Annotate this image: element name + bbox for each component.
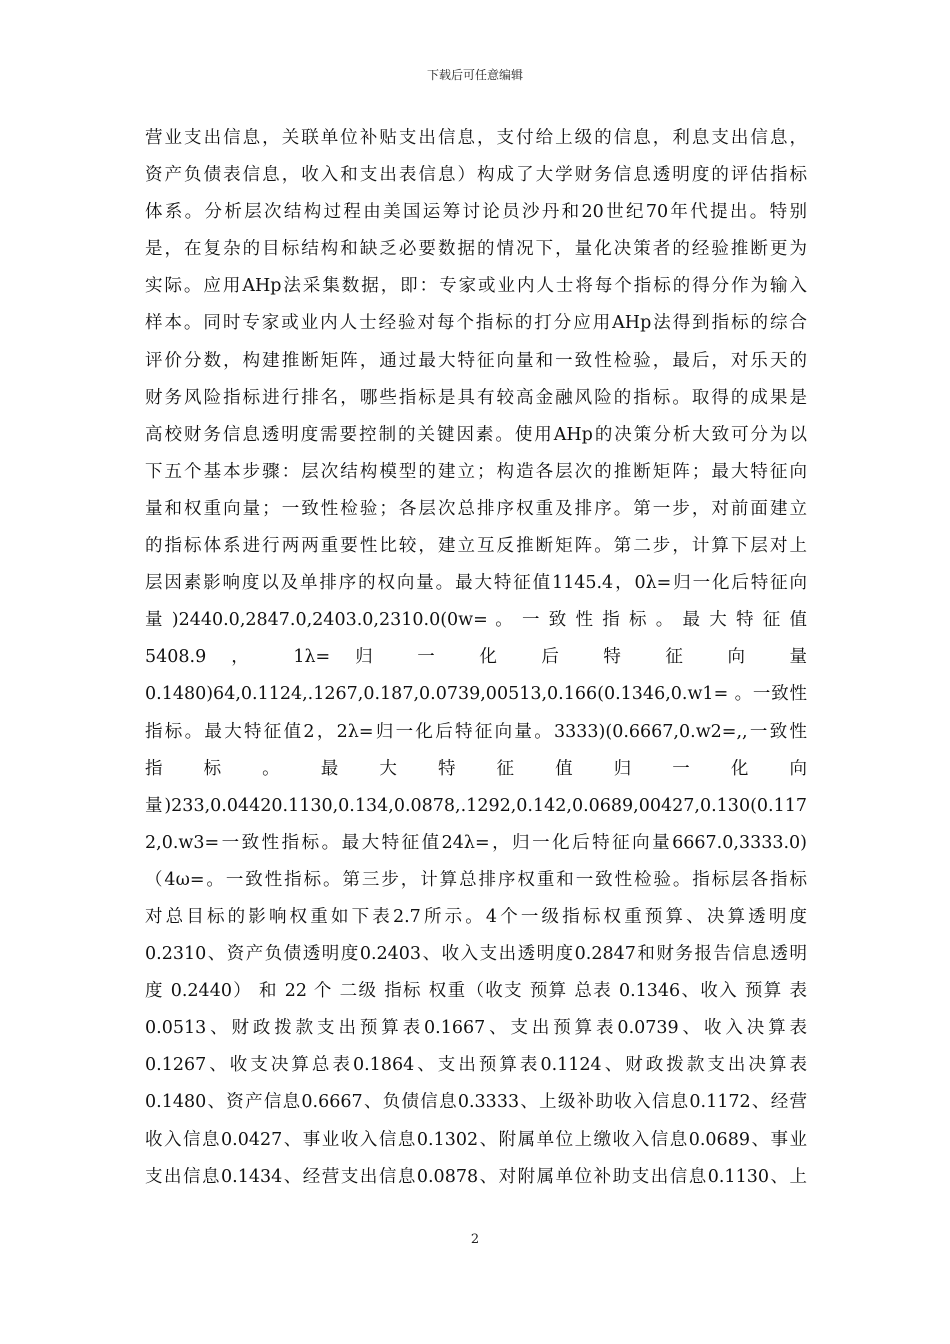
text-line: 评价分数，构建推断矩阵，通过最大特征向量和一致性检验，最后，对乐天的 bbox=[145, 350, 807, 371]
text-line: 体系。分析层次结构过程由美国运筹讨论员沙丹和20世纪70年代提出。特别 bbox=[145, 202, 807, 223]
text-line: 实际。应用AHp法采集数据，即：专家或业内人士将每个指标的得分作为输入 bbox=[145, 276, 807, 297]
page-number: 2 bbox=[470, 1232, 480, 1247]
text-line: 收入信息0.0427、事业收入信息0.1302、附属单位上缴收入信息0.0689、事业 bbox=[145, 1129, 807, 1150]
page-header: 下载后可任意编辑 bbox=[426, 68, 523, 82]
text-line: 0.0513、财政拨款支出预算表0.1667、支出预算表0.0739、收入决算表 bbox=[145, 1018, 807, 1039]
text-line: （4ω=。一致性指标。第三步，计算总排序权重和一致性检验。指标层各指标 bbox=[145, 869, 807, 890]
text-line: 2,0.w3=一致性指标。最大特征值24λ=，归一化后特征向量6667.0,3333.0) bbox=[145, 832, 807, 853]
text-line: 高校财务信息透明度需要控制的关键因素。使用AHp的决策分析大致可分为以 bbox=[145, 424, 807, 445]
text-line: 指 标 。 最 大 特 征 值 归 一 化 向 bbox=[145, 758, 807, 779]
text-line: 0.1480)64,0.1124,.1267,0.187,0.0739,00513,0.166(0.1346,0.w1= 。一致性 bbox=[145, 684, 807, 705]
text-line: 5408.9 ， 1λ= 归 一 化 后 特 征 向 量 bbox=[145, 647, 807, 668]
text-line: 指标。最大特征值2，2λ=归一化后特征向量。3333)(0.6667,0.w2=,,一致性 bbox=[145, 721, 807, 742]
text-line: 量)233,0.04420.1130,0.134,0.0878,.1292,0.142,0.0689,00427,0.130(0.117 bbox=[145, 795, 807, 816]
text-line: 量 )2440.0,2847.0,2403.0,2310.0(0w= 。 一 致 性 指 标 。 最 大 特 征 值 bbox=[145, 610, 807, 631]
text-line: 的指标体系进行两两重要性比较，建立互反推断矩阵。第二步，计算下层对上 bbox=[145, 536, 807, 557]
text-line: 支出信息0.1434、经营支出信息0.0878、对附属单位补助支出信息0.1130、上 bbox=[145, 1166, 807, 1187]
text-line: 营业支出信息，关联单位补贴支出信息，支付给上级的信息，利息支出信息， bbox=[145, 128, 807, 148]
text-line: 是，在复杂的目标结构和缺乏必要数据的情况下，量化决策者的经验推断更为 bbox=[145, 239, 807, 260]
text-line: 样本。同时专家或业内人士经验对每个指标的打分应用AHp法得到指标的综合 bbox=[145, 313, 807, 334]
text-line: 资产负债表信息，收入和支出表信息）构成了大学财务信息透明度的评估指标 bbox=[145, 165, 807, 186]
text-line: 0.2310、资产负债透明度0.2403、收入支出透明度0.2847和财务报告信息透明 bbox=[145, 944, 807, 965]
text-line: 度 0.2440） 和 22 个 二级 指标 权重（收支 预算 总表 0.1346、收入 预算 表 bbox=[145, 981, 807, 1002]
text-line: 对总目标的影响权重如下表2.7所示。4个一级指标权重预算、决算透明度 bbox=[145, 906, 807, 927]
text-line: 下五个基本步骤：层次结构模型的建立；构造各层次的推断矩阵；最大特征向 bbox=[145, 461, 807, 482]
body-paragraph bbox=[145, 120, 807, 1196]
text-line: 0.1480、资产信息0.6667、负债信息0.3333、上级补助收入信息0.1172、经营 bbox=[145, 1092, 807, 1113]
text-line: 财务风险指标进行排名，哪些指标是具有较高金融风险的指标。取得的成果是 bbox=[145, 387, 807, 408]
text-line: 层因素影响度以及单排序的权向量。最大特征值1145.4，0λ=归一化后特征向 bbox=[145, 573, 807, 594]
text-line: 0.1267、收支决算总表0.1864、支出预算表0.1124、财政拨款支出决算表 bbox=[145, 1055, 807, 1076]
text-line: 量和权重向量；一致性检验；各层次总排序权重及排序。第一步，对前面建立 bbox=[145, 498, 807, 519]
